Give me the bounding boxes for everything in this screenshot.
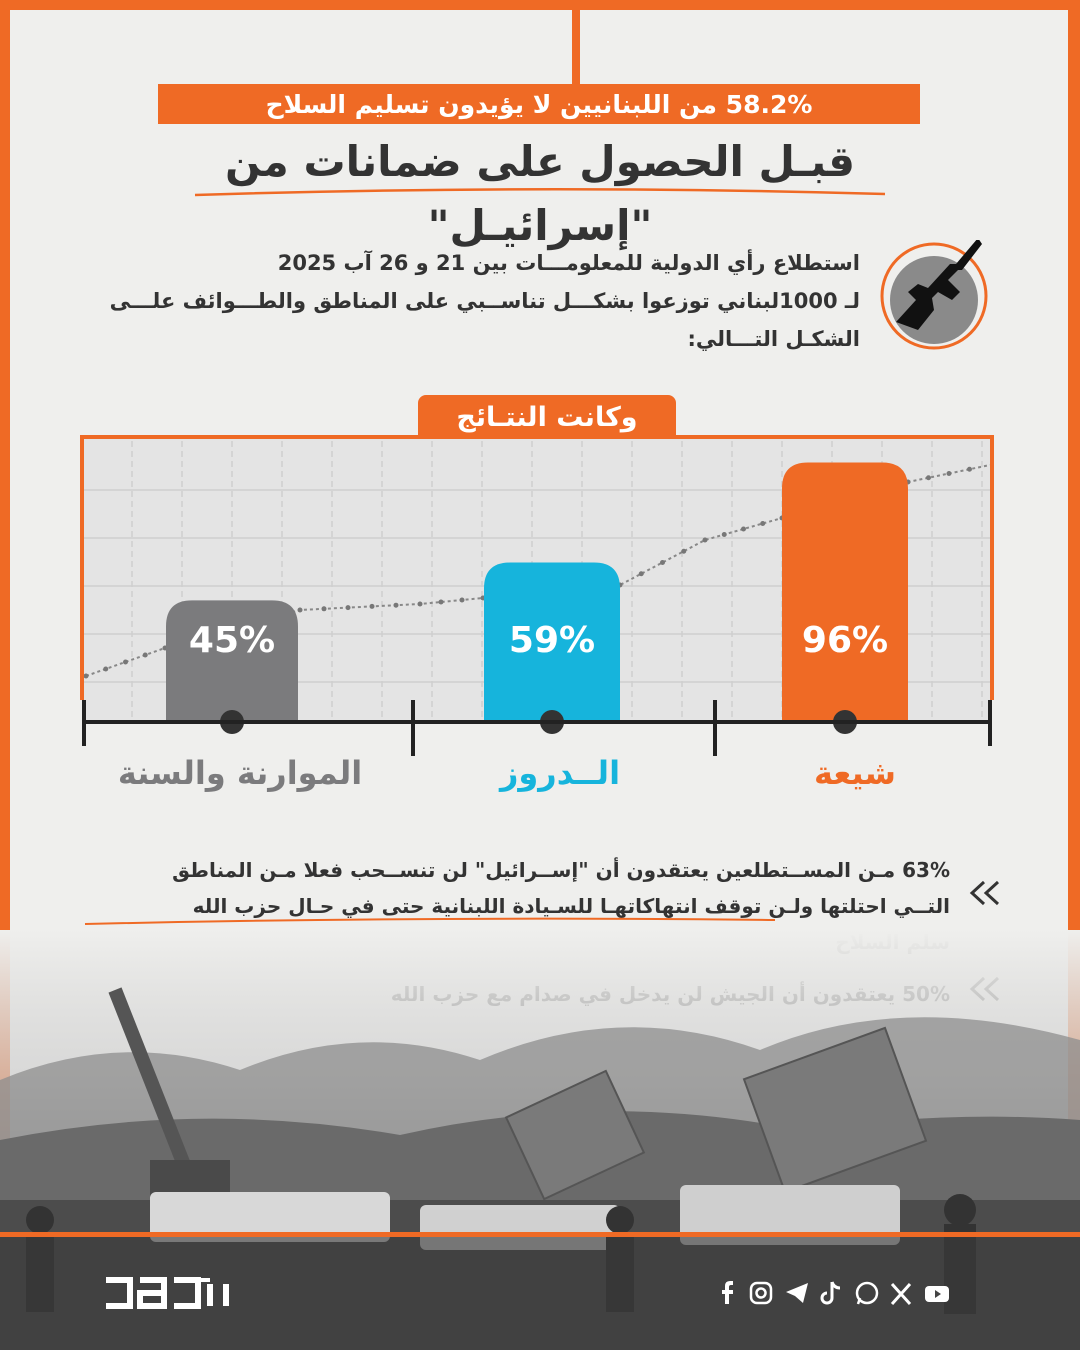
telegram-icon[interactable] <box>782 1278 812 1308</box>
intro-line-3: الشكـل التـــالي: <box>687 327 860 351</box>
trend-dot <box>947 471 952 476</box>
trend-dot <box>298 608 303 613</box>
bar-value-label-2: 45% <box>188 620 276 661</box>
tiktok-icon[interactable] <box>816 1278 846 1308</box>
intro-line-2: لـ 1000لبناني توزعوا بشكـــل تناســبي على المناطق والطـــوائف علـــى <box>109 289 860 313</box>
trend-dot <box>439 600 444 605</box>
bar-value-label-1: 59% <box>508 620 596 661</box>
bar-value-label-0: 96% <box>801 620 889 661</box>
trend-dot <box>703 538 708 543</box>
instagram-icon[interactable] <box>746 1278 776 1308</box>
category-label-shia: شيعة <box>814 754 896 792</box>
trend-dot <box>639 571 644 576</box>
bar-0 <box>782 463 908 722</box>
bullet-1-line-2: التــي احتلتها ولـن توقف انتهاكاتهـا للسـيادة اللبنانية حتى في حـال حزب الله <box>192 894 950 918</box>
trend-dot <box>660 560 665 565</box>
bar-2 <box>166 600 298 722</box>
bullet-underline <box>80 914 780 928</box>
trend-dot <box>722 532 727 537</box>
bullet-1-line-1: 63% مـن المســتطلعين يعتقدون أن "إســرائيل" لن تنســحب فعلا مـن المناطق <box>172 858 950 882</box>
x-icon[interactable] <box>886 1278 916 1308</box>
header-strip-text: 58.2% من اللبنانيين لا يؤيدون تسليم السلاح <box>265 89 813 119</box>
trend-dot <box>926 475 931 480</box>
trend-dot <box>123 660 128 665</box>
trend-dot <box>346 605 351 610</box>
trend-dot <box>143 653 148 658</box>
whatsapp-icon[interactable] <box>852 1278 882 1308</box>
youtube-icon[interactable] <box>922 1278 952 1308</box>
trend-dot <box>760 521 765 526</box>
brand-logo <box>102 1276 237 1310</box>
trend-dot <box>460 598 465 603</box>
trend-dot <box>322 606 327 611</box>
trend-dot <box>418 602 423 607</box>
trend-dot <box>84 674 89 679</box>
facebook-icon[interactable] <box>712 1278 742 1308</box>
double-chevron-icon <box>966 878 1006 908</box>
trend-dot <box>967 467 972 472</box>
category-label-druze: الــدروز <box>499 754 621 792</box>
trend-dot <box>370 604 375 609</box>
category-label-maronite-sunni: الموارنة والسنة <box>117 754 363 792</box>
trend-dot <box>741 527 746 532</box>
trend-dot <box>681 549 686 554</box>
intro-line-1: استطلاع رأي الدولية للمعلومـــات بين 21 و 26 آب 2025 <box>277 251 860 275</box>
page-title: قبـل الحصول على ضمانات من "إسرائيـل" <box>225 137 855 250</box>
trend-dot <box>103 667 108 672</box>
results-tab-label: وكانت النتـائج <box>456 401 638 433</box>
trend-dot <box>394 603 399 608</box>
